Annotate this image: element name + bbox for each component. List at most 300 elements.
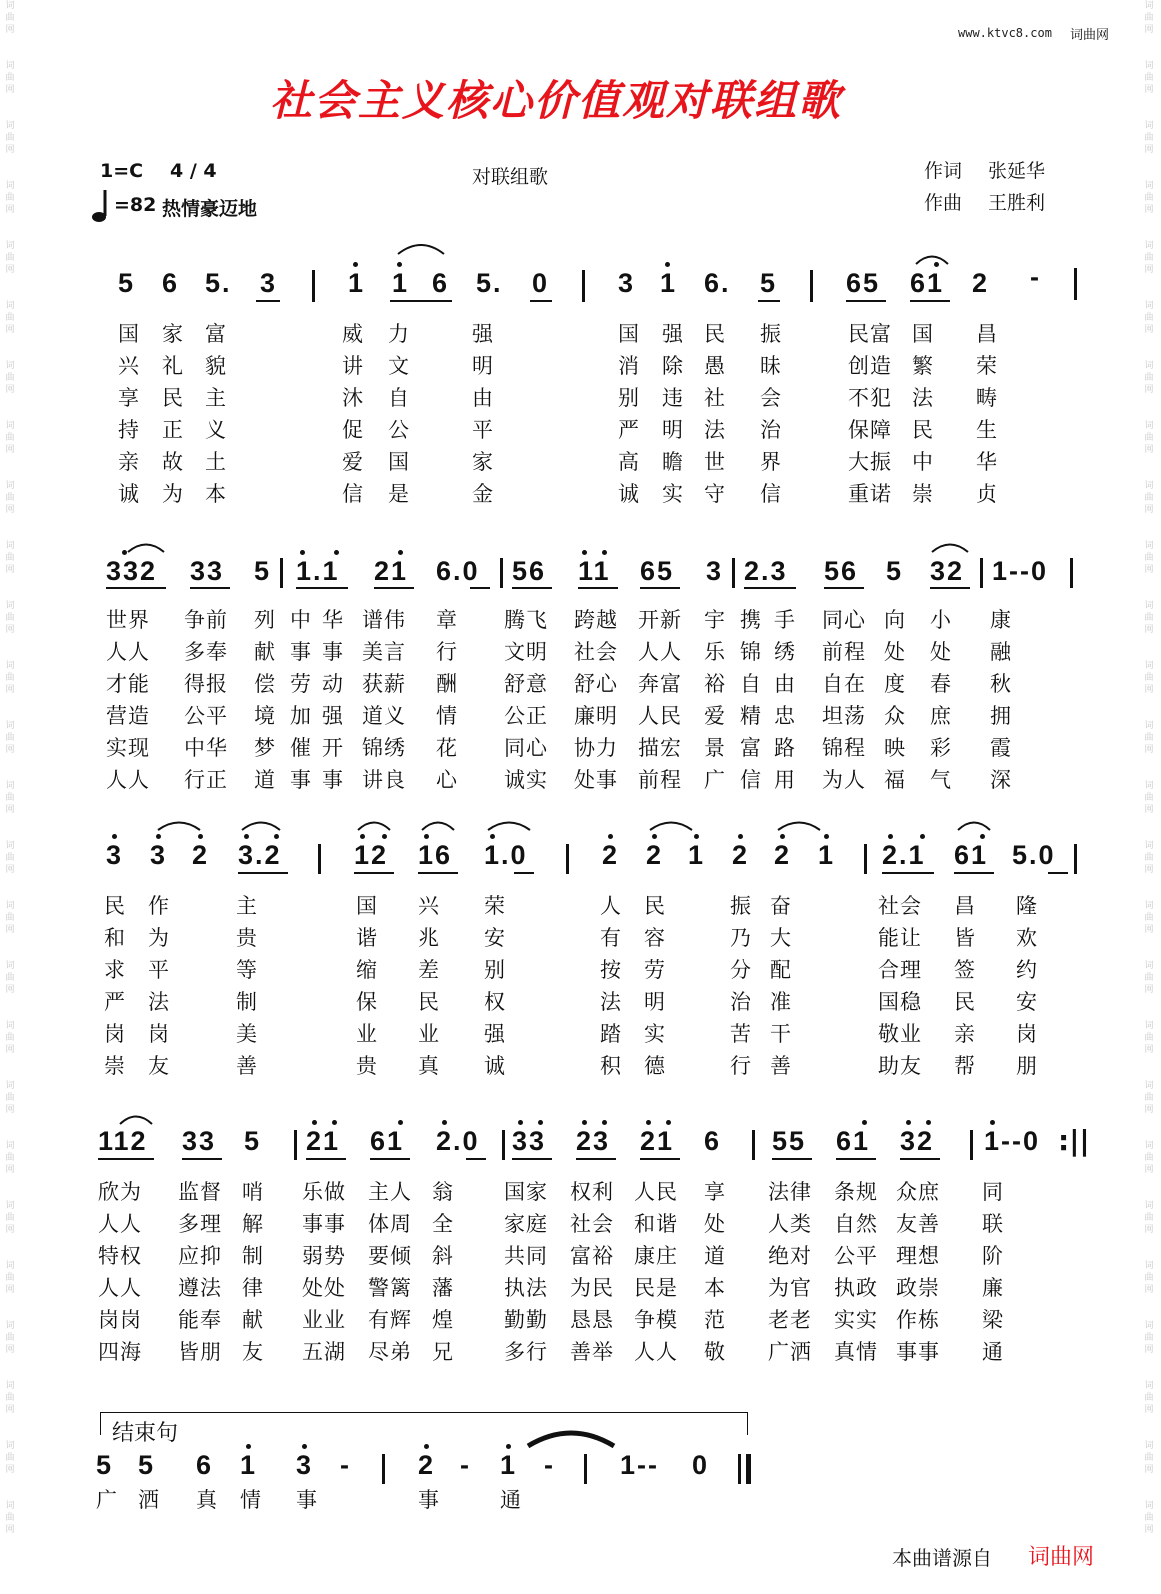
barline — [280, 558, 283, 588]
watermark-glyphs: 词 曲 网 — [1144, 541, 1154, 575]
lyric: 由 — [774, 672, 796, 696]
watermark-glyphs: 词 曲 网 — [1144, 781, 1154, 815]
lyric: 兆 — [418, 926, 440, 950]
footer-source-text: 本曲谱源自 — [892, 1546, 992, 1570]
lyric: 开新 — [638, 608, 682, 632]
underline — [910, 300, 950, 302]
lyric: 公平 — [834, 1244, 878, 1268]
note: 32 — [930, 556, 965, 586]
slur — [776, 818, 822, 832]
lyric: 特权 — [98, 1244, 142, 1268]
slur — [648, 818, 694, 832]
octave-dot — [332, 1120, 337, 1125]
lyric: 全 — [432, 1212, 454, 1236]
lyric: 享 — [704, 1180, 726, 1204]
underline — [744, 587, 796, 589]
lyric: 制 — [242, 1244, 264, 1268]
barline — [502, 1130, 505, 1160]
slur — [156, 818, 202, 832]
note: 2 — [418, 1450, 436, 1480]
lyric: 愚 — [704, 354, 726, 378]
lyric: 人人 — [106, 640, 150, 664]
lyric: 锦绣 — [362, 736, 406, 760]
lyric: 人民 — [638, 704, 682, 728]
lyric: 同心 — [504, 736, 548, 760]
lyric: 岗岗 — [98, 1308, 142, 1332]
watermark-glyphs: 词 曲 网 — [5, 61, 15, 95]
lyric: 章 — [436, 608, 458, 632]
lyric: 争前 — [184, 608, 228, 632]
lyric: 拥 — [990, 704, 1012, 728]
watermark-glyphs: 词 曲 网 — [1144, 181, 1154, 215]
lyric: 动 — [322, 672, 344, 696]
barline — [738, 1454, 741, 1484]
note: 1--0 — [992, 556, 1049, 586]
lyric: 警篱 — [368, 1276, 412, 1300]
lyric: 体周 — [368, 1212, 412, 1236]
note: 21 — [306, 1126, 341, 1156]
note: 2.1 — [882, 840, 926, 870]
lyric: 文 — [388, 354, 410, 378]
lyric: 容 — [644, 926, 666, 950]
lyric: 众庶 — [896, 1180, 940, 1204]
watermark-glyphs: 词 曲 网 — [5, 781, 15, 815]
octave-dot — [665, 262, 670, 267]
lyric: 实 — [662, 482, 684, 506]
underline — [758, 300, 780, 302]
lyric: 同心 — [822, 608, 866, 632]
slur — [486, 818, 532, 832]
note: 5. — [476, 268, 503, 298]
lyric: 道 — [254, 768, 276, 792]
lyric: 爱 — [342, 450, 364, 474]
lyric: 多奉 — [184, 640, 228, 664]
note: 1-- — [620, 1450, 659, 1480]
lyric: 由 — [472, 386, 494, 410]
lyric: 社会 — [878, 894, 922, 918]
lyric: 五湖 — [302, 1340, 346, 1364]
lyric: 藩 — [432, 1276, 454, 1300]
lyric: 气 — [930, 768, 952, 792]
song-title: 社会主义核心价值观对联组歌 — [270, 76, 843, 125]
note: 61 — [836, 1126, 871, 1156]
lyric: 文明 — [504, 640, 548, 664]
note: - — [1030, 262, 1041, 292]
lyric: 敬业 — [878, 1022, 922, 1046]
final-barline — [746, 1454, 751, 1484]
lyric: 治 — [730, 990, 752, 1014]
watermark-glyphs: 词 曲 网 — [5, 481, 15, 515]
underline — [354, 872, 394, 874]
lyric: 法 — [704, 418, 726, 442]
lyric: 业业 — [302, 1308, 346, 1332]
lyric: 制 — [236, 990, 258, 1014]
lyric: 真情 — [834, 1340, 878, 1364]
lyric: 洒 — [138, 1488, 160, 1512]
lyric: 法 — [912, 386, 934, 410]
lyric: 友 — [148, 1054, 170, 1078]
note: 11 — [578, 556, 611, 586]
watermark-glyphs: 词 曲 网 — [1144, 421, 1154, 455]
lyric: 严 — [618, 418, 640, 442]
note: 1 — [688, 840, 706, 870]
lyric: 瞻 — [662, 450, 684, 474]
underline — [900, 1158, 940, 1160]
lyric: 催 — [290, 736, 312, 760]
note: 56 — [824, 556, 859, 586]
note: 1.0 — [484, 840, 528, 870]
underline — [530, 300, 552, 302]
note: 3.2 — [238, 840, 282, 870]
lyric: 人 — [600, 894, 622, 918]
barline — [318, 844, 321, 874]
octave-dot — [398, 550, 403, 555]
underline — [772, 1158, 812, 1160]
lyric: 自然 — [834, 1212, 878, 1236]
underline — [418, 872, 458, 874]
lyric: 道 — [704, 1244, 726, 1268]
lyric: 民 — [704, 322, 726, 346]
underline — [836, 1158, 876, 1160]
lyric: 国 — [356, 894, 378, 918]
octave-dot — [920, 834, 925, 839]
lyric: 献 — [242, 1308, 264, 1332]
lyric: 权 — [484, 990, 506, 1014]
watermark-glyphs: 词 曲 网 — [1144, 61, 1154, 95]
lyric: 分 — [730, 958, 752, 982]
lyric: 锦 — [740, 640, 762, 664]
lyric: 讲 — [342, 354, 364, 378]
lyric: 家 — [162, 322, 184, 346]
note: 2 — [602, 840, 620, 870]
watermark-glyphs: 词 曲 网 — [5, 961, 15, 995]
lyric: 执法 — [504, 1276, 548, 1300]
lyric: 真 — [418, 1054, 440, 1078]
note: 5 — [138, 1450, 156, 1480]
lyric: 权利 — [570, 1180, 614, 1204]
lyric: 处 — [930, 640, 952, 664]
lyric: 求 — [104, 958, 126, 982]
underline — [930, 587, 970, 589]
underline — [256, 300, 280, 302]
octave-dot — [112, 834, 117, 839]
octave-dot — [888, 834, 893, 839]
lyric: 诚 — [118, 482, 140, 506]
lyric: 善 — [770, 1054, 792, 1078]
slur — [126, 540, 166, 554]
lyric: 华 — [322, 608, 344, 632]
lyric: 民 — [644, 894, 666, 918]
lyric: 映 — [884, 736, 906, 760]
note: 61 — [370, 1126, 405, 1156]
octave-dot — [608, 834, 613, 839]
lyric: 踏 — [600, 1022, 622, 1046]
underline — [182, 1158, 222, 1160]
watermark-glyphs: 词 曲 网 — [5, 181, 15, 215]
lyric: 霞 — [990, 736, 1012, 760]
lyric: 签 — [954, 958, 976, 982]
lyric: 恳恳 — [570, 1308, 614, 1332]
octave-dot — [353, 262, 358, 267]
lyric: 积 — [600, 1054, 622, 1078]
lyric: 为 — [148, 926, 170, 950]
lyric: 四海 — [98, 1340, 142, 1364]
underline — [512, 1158, 552, 1160]
lyric: 彩 — [930, 736, 952, 760]
lyric: 康 — [990, 608, 1012, 632]
watermark-glyphs: 词 曲 网 — [5, 1081, 15, 1115]
composer-label: 作曲 — [924, 192, 963, 214]
octave-dot — [506, 1444, 511, 1449]
lyric: 法律 — [768, 1180, 812, 1204]
lyric: 老老 — [768, 1308, 812, 1332]
note: 23 — [576, 1126, 611, 1156]
lyric: 事 — [418, 1488, 440, 1512]
lyric: 等 — [236, 958, 258, 982]
note: 3 — [618, 268, 636, 298]
lyric: 诚实 — [504, 768, 548, 792]
repeat-sign: :|| — [1058, 1124, 1090, 1157]
lyric: 中 — [290, 608, 312, 632]
lyric: 兴 — [418, 894, 440, 918]
lyric: 不犯 — [848, 386, 892, 410]
lyric: 华 — [976, 450, 998, 474]
barline — [732, 558, 735, 588]
lyric: 深 — [990, 768, 1012, 792]
watermark-glyphs: 词 曲 网 — [1144, 961, 1154, 995]
lyric: 跨越 — [574, 608, 618, 632]
barline — [864, 844, 867, 874]
underline — [390, 300, 452, 302]
lyric: 广 — [704, 768, 726, 792]
note: 1 — [392, 268, 410, 298]
lyric: 别 — [618, 386, 640, 410]
lyric: 高 — [618, 450, 640, 474]
note: - — [544, 1450, 555, 1480]
lyric: 融 — [990, 640, 1012, 664]
lyric: 国稳 — [878, 990, 922, 1014]
lyric: 隆 — [1016, 894, 1038, 918]
lyric: 国 — [388, 450, 410, 474]
lyric: 梦 — [254, 736, 276, 760]
note: 6 — [162, 268, 180, 298]
lyric: 行 — [730, 1054, 752, 1078]
lyric: 事 — [296, 1488, 318, 1512]
lyric: 昌 — [954, 894, 976, 918]
note: 65 — [846, 268, 881, 298]
lyric: 苦 — [730, 1022, 752, 1046]
lyric: 律 — [242, 1276, 264, 1300]
lyric: 国家 — [504, 1180, 548, 1204]
lyric: 保障 — [848, 418, 892, 442]
watermark-glyphs: 词 曲 网 — [1144, 1201, 1154, 1235]
watermark-glyphs: 词 曲 网 — [5, 1381, 15, 1415]
watermark-glyphs: 词 曲 网 — [1144, 1, 1154, 35]
lyric: 花 — [436, 736, 458, 760]
lyric: 欣为 — [98, 1180, 142, 1204]
lyric: 范 — [704, 1308, 726, 1332]
lyric: 处 — [704, 1212, 726, 1236]
octave-dot — [424, 1444, 429, 1449]
barline — [1074, 844, 1077, 874]
watermark-glyphs: 词 曲 网 — [1144, 661, 1154, 695]
watermark-glyphs: 词 曲 网 — [5, 541, 15, 575]
lyric: 乐做 — [302, 1180, 346, 1204]
octave-dot — [694, 834, 699, 839]
watermark-glyphs: 词 曲 网 — [5, 241, 15, 275]
lyric: 劳 — [644, 958, 666, 982]
lyric: 欢 — [1016, 926, 1038, 950]
note: 65 — [640, 556, 675, 586]
lyric: 得报 — [184, 672, 228, 696]
lyric: 春 — [930, 672, 952, 696]
lyric: 应抑 — [178, 1244, 222, 1268]
note: 55 — [772, 1126, 807, 1156]
lyric: 心 — [436, 768, 458, 792]
lyric: 人人 — [638, 640, 682, 664]
lyric: 美言 — [362, 640, 406, 664]
lyric: 前程 — [638, 768, 682, 792]
lyric: 信 — [760, 482, 782, 506]
octave-dot — [780, 834, 785, 839]
lyric: 社 — [704, 386, 726, 410]
note: 21 — [374, 556, 409, 586]
lyric: 处 — [884, 640, 906, 664]
barline — [752, 1130, 755, 1160]
lyric: 作 — [148, 894, 170, 918]
watermark-glyphs: 词 曲 网 — [1144, 361, 1154, 395]
watermark-glyphs: 词 曲 网 — [5, 661, 15, 695]
barline — [1070, 558, 1073, 588]
watermark-glyphs: 词 曲 网 — [1144, 241, 1154, 275]
watermark-glyphs: 词 曲 网 — [5, 1441, 15, 1475]
lyric: 土 — [205, 450, 227, 474]
lyric: 乃 — [730, 926, 752, 950]
underline — [512, 587, 552, 589]
underline — [1048, 872, 1068, 874]
lyric: 腾飞 — [504, 608, 548, 632]
barline — [582, 270, 585, 302]
lyric: 讲良 — [362, 768, 406, 792]
lyric: 强 — [662, 322, 684, 346]
octave-dot — [862, 1120, 867, 1125]
lyric: 振 — [760, 322, 782, 346]
lyric: 事 — [290, 640, 312, 664]
lyric: 兴 — [118, 354, 140, 378]
lyric: 开 — [322, 736, 344, 760]
watermark-glyphs: 词 曲 网 — [1144, 721, 1154, 755]
lyric: 国 — [118, 322, 140, 346]
watermark-glyphs: 词 曲 网 — [1144, 1441, 1154, 1475]
lyric: 广 — [96, 1488, 118, 1512]
lyric: 界 — [760, 450, 782, 474]
lyric: 信 — [740, 768, 762, 792]
lyric: 绝对 — [768, 1244, 812, 1268]
octave-dot — [360, 834, 365, 839]
site-url: www.ktvc8.com — [958, 26, 1052, 40]
underline — [238, 872, 288, 874]
note: 32 — [900, 1126, 935, 1156]
lyric: 善 — [236, 1054, 258, 1078]
lyric: 贵 — [356, 1054, 378, 1078]
slur — [118, 1112, 154, 1126]
lyric: 重诺 — [848, 482, 892, 506]
note: 6 — [196, 1450, 214, 1480]
lyric: 治 — [760, 418, 782, 442]
note: 56 — [512, 556, 547, 586]
note: 1 — [240, 1450, 258, 1480]
lyric: 按 — [600, 958, 622, 982]
underline — [514, 872, 534, 874]
lyric: 遵法 — [178, 1276, 222, 1300]
note: 33 — [190, 556, 225, 586]
underline — [640, 587, 680, 589]
underline — [466, 1158, 486, 1160]
note: 6.0 — [436, 556, 480, 586]
lyric: 庶 — [930, 704, 952, 728]
watermark-glyphs: 词 曲 网 — [1144, 901, 1154, 935]
note: 5 — [118, 268, 136, 298]
lyric: 民 — [162, 386, 184, 410]
lyric: 会 — [760, 386, 782, 410]
lyric: 行 — [436, 640, 458, 664]
note: 1 — [818, 840, 836, 870]
lyric: 行正 — [184, 768, 228, 792]
lyric: 情 — [240, 1488, 262, 1512]
lyricist-label: 作词 — [924, 160, 963, 182]
lyric: 有辉 — [368, 1308, 412, 1332]
lyric: 主 — [236, 894, 258, 918]
slur — [356, 818, 392, 832]
underline — [370, 1158, 410, 1160]
lyric: 富 — [740, 736, 762, 760]
lyric: 煌 — [432, 1308, 454, 1332]
note: 3 — [106, 840, 124, 870]
lyric: 酬 — [436, 672, 458, 696]
left-watermark-strip — [2, 0, 18, 1594]
lyric: 强 — [322, 704, 344, 728]
watermark-glyphs: 词 曲 网 — [5, 1, 15, 35]
note: - — [340, 1450, 351, 1480]
octave-dot — [906, 1120, 911, 1125]
lyric: 崇 — [912, 482, 934, 506]
expression-mark: 热情豪迈地 — [162, 198, 258, 220]
lyric: 貌 — [205, 354, 227, 378]
lyric: 用 — [774, 768, 796, 792]
slur — [914, 252, 950, 266]
note: 3 — [150, 840, 168, 870]
footer-source-site[interactable]: 词曲网 — [1028, 1545, 1095, 1570]
octave-dot — [582, 1120, 587, 1125]
lyric: 处处 — [302, 1276, 346, 1300]
lyric: 尽弟 — [368, 1340, 412, 1364]
lyric: 崇 — [104, 1054, 126, 1078]
note: 16 — [418, 840, 453, 870]
watermark-glyphs: 词 曲 网 — [1144, 1381, 1154, 1415]
tempo: =82 — [114, 194, 157, 216]
octave-dot — [490, 834, 495, 839]
lyric: 坦荡 — [822, 704, 866, 728]
lyric: 通 — [500, 1488, 522, 1512]
note: 2 — [646, 840, 664, 870]
lyric: 多行 — [504, 1340, 548, 1364]
lyric: 平 — [148, 958, 170, 982]
lyric: 舒意 — [504, 672, 548, 696]
lyric: 中 — [912, 450, 934, 474]
slur — [930, 540, 970, 554]
lyric: 准 — [770, 990, 792, 1014]
lyric: 富裕 — [570, 1244, 614, 1268]
